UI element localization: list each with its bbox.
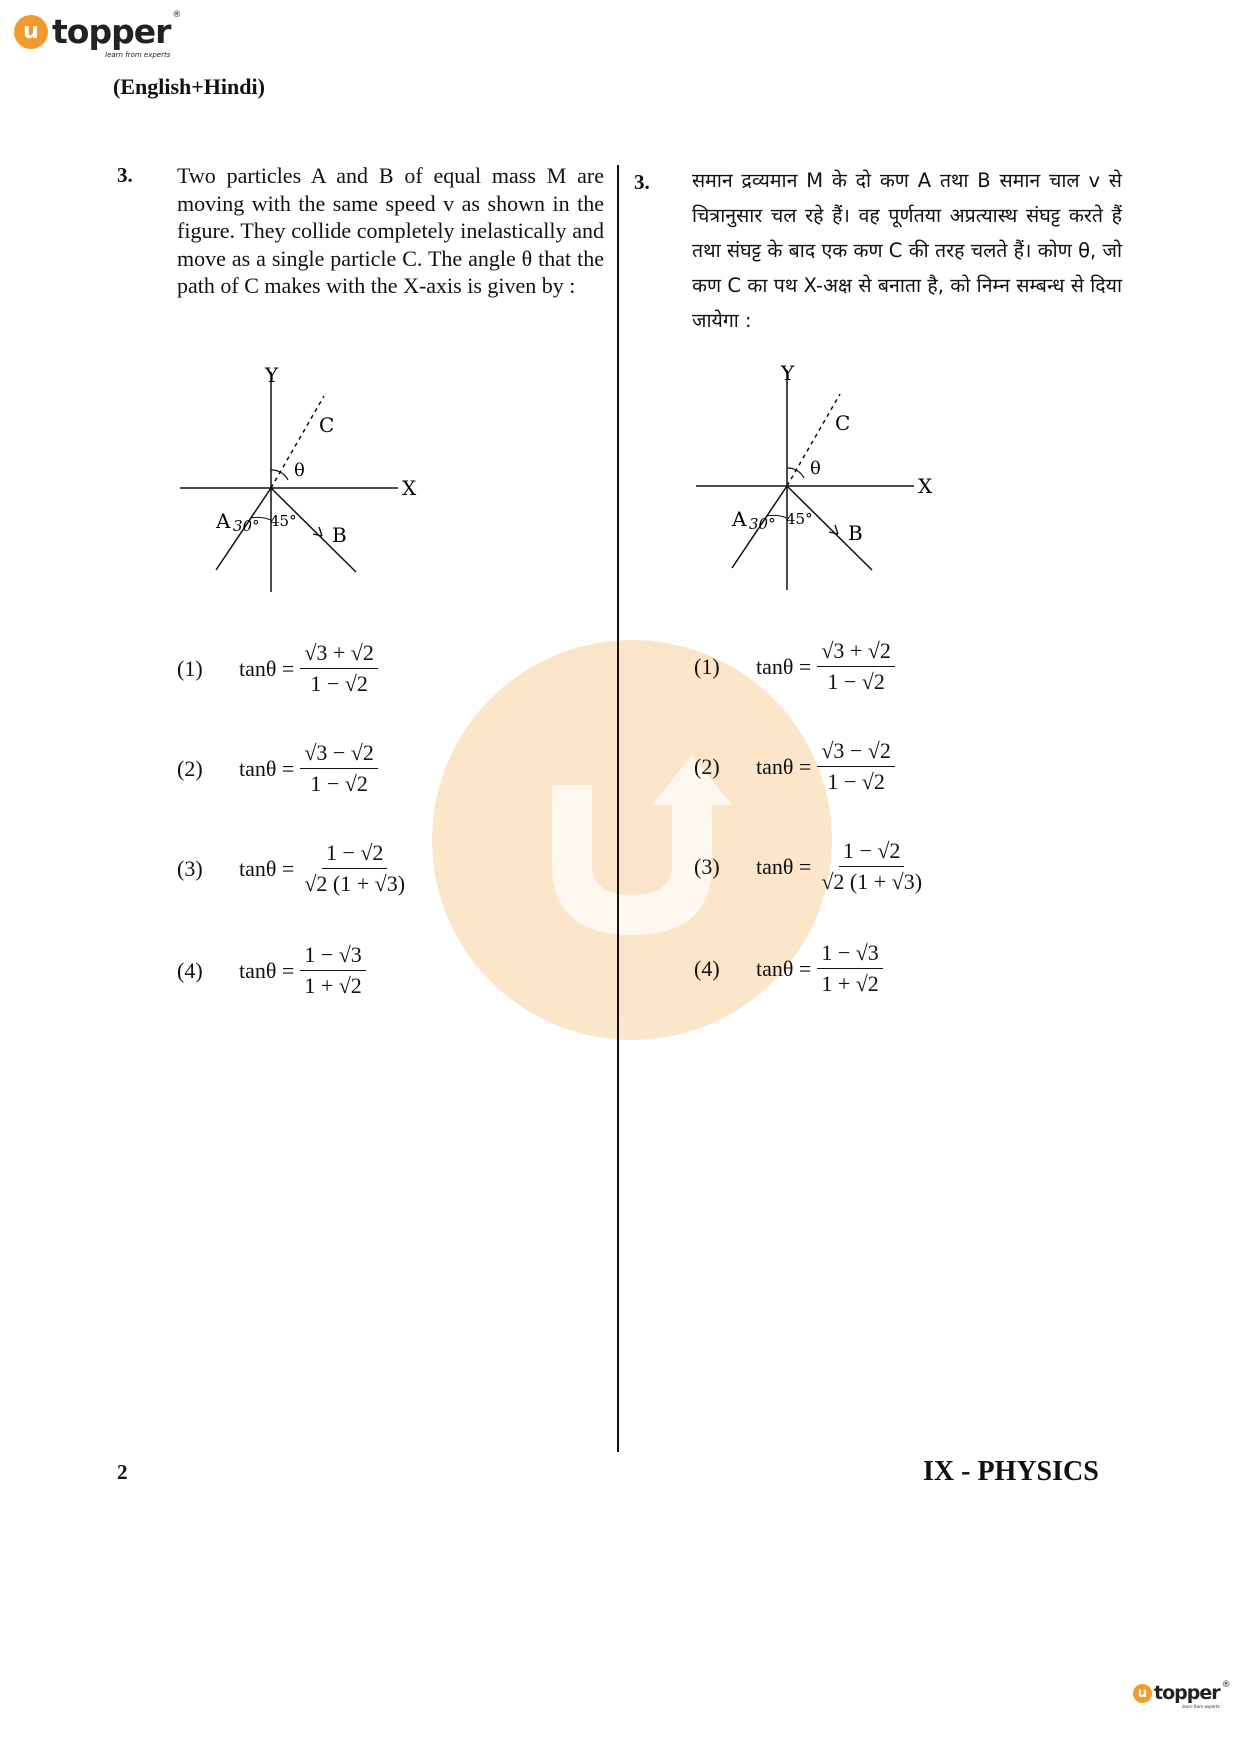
c-label: C: [319, 413, 335, 437]
fraction-numerator: √3 − √2: [300, 740, 378, 769]
b-label: B: [332, 523, 347, 547]
option-fraction: [300, 942, 365, 999]
collision-figure-english: [170, 360, 430, 600]
x-axis-label: X: [918, 474, 933, 498]
angle-b-label: 45°: [270, 512, 297, 530]
option-lhs: tanθ =: [239, 755, 295, 781]
column-divider: [617, 165, 619, 1452]
option-lhs: tanθ =: [756, 853, 812, 879]
option-fraction: [817, 940, 882, 997]
option-fraction: [300, 840, 409, 897]
option-4-hindi[interactable]: [694, 940, 883, 997]
registered-mark: ®: [172, 10, 181, 20]
theta-label: θ: [810, 458, 821, 479]
fraction-numerator: 1 − √2: [839, 838, 904, 867]
c-label: C: [835, 411, 851, 435]
fraction-denominator: √2 (1 + √3): [821, 869, 923, 894]
fraction-numerator: √3 + √2: [300, 640, 378, 669]
option-number: (2): [694, 753, 720, 779]
y-axis-label: Y: [781, 361, 795, 385]
question-text-hindi: समान द्रव्यमान M के दो कण A तथा B समान चाल v से चित्रानुसार चल रहे हैं। वह पूर्णतया अप्रत्यास्थ संघट्ट करते हैं तथा संघट्ट के बाद एक कण C की तरह चलते हैं। कोण θ, जो कण C का पथ X-अक्ष से बनाता है, को निम्न सम्बन्ध से दिया जायेगा :: [692, 169, 1122, 332]
x-axis-label: X: [402, 476, 417, 500]
topper-badge-icon: u: [14, 15, 48, 49]
option-number: (2): [177, 755, 203, 781]
option-number: (4): [694, 955, 720, 981]
option-fraction: [817, 638, 895, 695]
option-number: (1): [177, 655, 203, 681]
option-lhs: tanθ =: [756, 653, 812, 679]
topper-logo: [14, 10, 181, 59]
option-3-english[interactable]: [177, 840, 409, 897]
question-number-english: 3.: [117, 163, 133, 187]
theta-label: θ: [294, 460, 305, 481]
option-number: (1): [694, 653, 720, 679]
a-label: A: [216, 509, 231, 533]
fraction-denominator: 1 − √2: [827, 669, 885, 694]
option-fraction: [300, 740, 378, 797]
fraction-denominator: 1 + √2: [821, 971, 879, 996]
fraction-denominator: 1 − √2: [827, 769, 885, 794]
option-lhs: tanθ =: [756, 753, 812, 779]
brand-name: topper: [52, 12, 171, 51]
y-axis-label: Y: [265, 363, 279, 387]
option-fraction: [817, 838, 926, 895]
option-3-hindi[interactable]: [694, 838, 926, 895]
fraction-numerator: 1 − √3: [300, 942, 365, 971]
brand-tagline: learn from experts: [105, 51, 171, 59]
option-1-english[interactable]: [177, 640, 378, 697]
fraction-numerator: 1 − √2: [322, 840, 387, 869]
fraction-numerator: √3 − √2: [817, 738, 895, 767]
option-lhs: tanθ =: [239, 957, 295, 983]
b-label: B: [848, 521, 863, 545]
topper-logo-footer: [1133, 1680, 1230, 1709]
option-fraction: [300, 640, 378, 697]
angle-b-label: 45°: [786, 510, 813, 528]
collision-figure-hindi: [686, 358, 946, 598]
page-subtitle: (English+Hindi): [113, 74, 265, 99]
brand-name: topper: [1154, 1682, 1220, 1704]
footer-subject: IX - PHYSICS: [923, 1456, 1099, 1487]
angle-a-label: 30°: [233, 517, 260, 535]
question-text-english: Two particles A and B of equal mass M are moving with the same speed v as shown in the figure. They collide completely inelastically and move as a single particle C. The angle θ that the path of C makes with the X-axis is given by :: [177, 163, 604, 298]
question-number-hindi: 3.: [634, 170, 650, 194]
option-2-hindi[interactable]: [694, 738, 895, 795]
fraction-denominator: 1 − √2: [310, 771, 368, 796]
fraction-numerator: 1 − √3: [817, 940, 882, 969]
a-label: A: [732, 507, 747, 531]
option-1-hindi[interactable]: [694, 638, 895, 695]
fraction-denominator: √2 (1 + √3): [304, 871, 406, 896]
fraction-numerator: √3 + √2: [817, 638, 895, 667]
option-4-english[interactable]: [177, 942, 366, 999]
option-2-english[interactable]: [177, 740, 378, 797]
fraction-denominator: 1 + √2: [304, 973, 362, 998]
option-lhs: tanθ =: [756, 955, 812, 981]
page-number: 2: [117, 1460, 128, 1484]
option-number: (3): [694, 853, 720, 879]
option-fraction: [817, 738, 895, 795]
brand-tagline: learn from experts: [1182, 1704, 1220, 1709]
topper-badge-icon: u: [1133, 1684, 1152, 1703]
angle-a-label: 30°: [749, 515, 776, 533]
registered-mark: ®: [1221, 1680, 1230, 1690]
fraction-denominator: 1 − √2: [310, 671, 368, 696]
option-number: (3): [177, 855, 203, 881]
option-lhs: tanθ =: [239, 855, 295, 881]
option-number: (4): [177, 957, 203, 983]
option-lhs: tanθ =: [239, 655, 295, 681]
